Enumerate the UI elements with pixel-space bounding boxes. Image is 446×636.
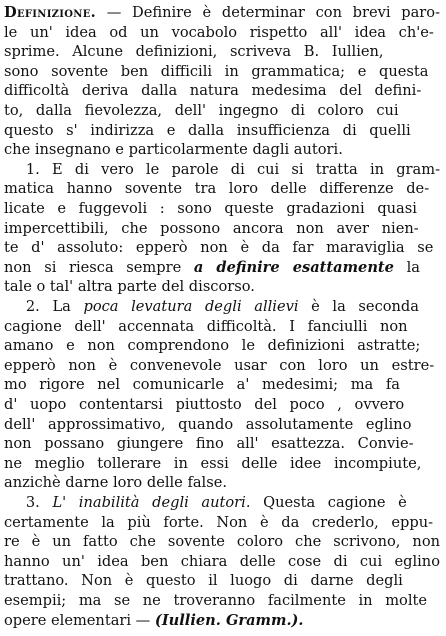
line-text: ne meglio tollerare in essi delle idee incompiute, (4, 454, 422, 472)
line-text: le un' idea od un vocabolo rispetto all' idea ch'e- (4, 23, 434, 41)
line-text: sprime. Alcune definizioni, scriveva B. Iullien, (4, 43, 384, 61)
text-line (4, 591, 442, 611)
line-text: impercettibili, che possono ancora non aver nien- (4, 219, 419, 237)
text-line (4, 611, 442, 631)
text-line (4, 219, 442, 239)
emphasized-text: a definire esattamente (193, 258, 394, 276)
text-line (4, 356, 442, 376)
line-text: che insegnano e particolarmente dagli autori. (4, 141, 343, 159)
text-line (4, 415, 442, 435)
text-line (4, 199, 442, 219)
line-text: 1. E di vero le parole di cui si tratta in gram- (4, 160, 440, 178)
text-line (4, 62, 442, 82)
text-line (4, 317, 442, 337)
line-text: cagione dell' accennata difficoltà. I fanciulli non (4, 317, 408, 335)
line-text: epperò non è convenevole usar con loro un estre- (4, 356, 435, 374)
text-line (4, 395, 442, 415)
line-text: d' uopo contentarsi piuttosto del poco , ovvero (4, 396, 405, 413)
line-text: amano e non comprendono le definizioni astratte; (4, 337, 421, 355)
document-page (4, 0, 442, 636)
text-line (4, 532, 442, 552)
line-text: dell' approssimativo, quando assolutamente eglino (4, 415, 412, 433)
text-line (4, 121, 442, 141)
text-line (4, 473, 442, 493)
line-text: esempii; ma se ne troveranno facilmente in molte (4, 592, 427, 609)
text-line (4, 42, 442, 62)
text-line (4, 434, 442, 454)
emphasized-text: Definizione. (4, 4, 97, 21)
line-text: anzichè darne loro delle false. (4, 474, 227, 492)
text-line (4, 375, 442, 395)
line-text: trattano. Non è questo il luogo di darne degli (4, 572, 403, 590)
line-text: la (393, 258, 420, 276)
text-line (4, 552, 442, 572)
line-text: te d' assoluto: epperò non è da far maraviglia se (4, 239, 434, 257)
line-text: 2. La (4, 298, 84, 315)
emphasized-text: (Iullien. Gramm.). (154, 611, 304, 629)
text-line (4, 297, 442, 317)
text-line (4, 336, 442, 356)
line-text: certamente la più forte. Non è da crederlo, eppu- (4, 513, 434, 531)
line-text: sono sovente ben difficili in grammatica; e questa (4, 62, 429, 80)
line-text: licate e fuggevoli : sono queste gradazioni quasi (4, 200, 417, 217)
line-text: è la seconda (298, 298, 419, 315)
text-line (4, 238, 442, 258)
text-line (4, 140, 442, 160)
text-line (4, 160, 442, 180)
text-line (4, 81, 442, 101)
line-text: — Definire è determinar con brevi paro- (96, 4, 440, 21)
text-line (4, 454, 442, 474)
text-line (4, 3, 442, 23)
text-line (4, 277, 442, 297)
line-text: questo s' indirizza e dalla insufficienza di quelli (4, 121, 411, 139)
text-line (4, 513, 442, 533)
line-text: hanno un' idea ben chiara delle cose di cui eglino (4, 552, 440, 570)
line-text: non possano giungere fino all' esattezza. Convie- (4, 435, 414, 453)
line-text: to, dalla fievolezza, dell' ingegno di coloro cui (4, 102, 399, 119)
line-text: mo rigore nel comunicarle a' medesimi; ma fa (4, 376, 400, 394)
text-line (4, 493, 442, 513)
line-text: matica hanno sovente tra loro delle differenze de- (4, 180, 430, 198)
text-line (4, 179, 442, 199)
line-text: 3. (4, 494, 53, 511)
emphasized-text: L' inabilità degli autori. (52, 494, 251, 511)
text-line (4, 571, 442, 591)
text-line (4, 258, 442, 278)
line-text: non si riesca sempre (4, 258, 194, 276)
line-text: Questa cagione è (250, 494, 407, 511)
text-line (4, 101, 442, 121)
line-text: difficoltà deriva dalla natura medesima del defini- (4, 82, 422, 100)
line-text: tale o tal' altra parte del discorso. (4, 278, 255, 296)
line-text: re è un fatto che sovente coloro che scrivono, non (4, 533, 440, 551)
text-line (4, 23, 442, 43)
emphasized-text: poca levatura degli allievi (83, 298, 299, 315)
line-text: opere elementari — (4, 611, 155, 629)
